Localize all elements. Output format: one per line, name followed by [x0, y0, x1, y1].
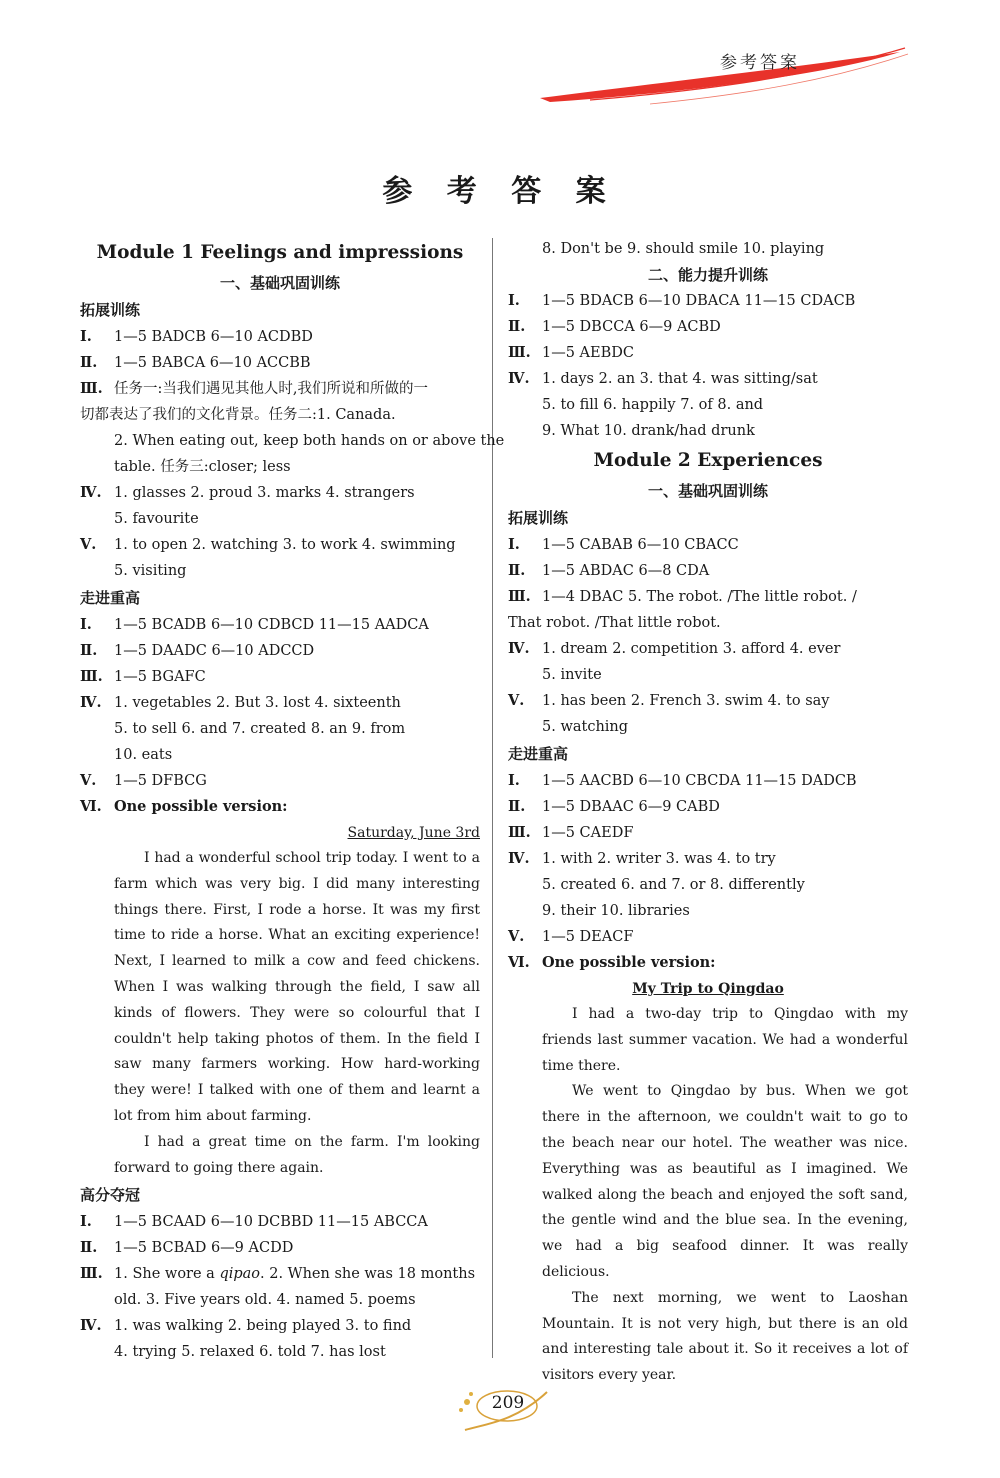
essay-paragraph: The next morning, we went to Laoshan Mountain. It is not very high, but there is an old and interesting tale about it. So it receives a lot of visitors every year. — [542, 1289, 908, 1384]
answer-line: 5. visiting — [114, 563, 187, 579]
answer-line: Ⅴ. 1—5 DFBCG — [80, 772, 207, 789]
answer-line: That robot. /That little robot. — [508, 615, 721, 631]
answer-line: Ⅵ. One possible version: — [80, 798, 288, 815]
answer-line: Ⅳ. 1. was walking 2. being played 3. to find — [80, 1317, 412, 1335]
essay-paragraph: I had a great time on the farm. I'm looking forward to going there again. — [114, 1133, 480, 1176]
answer-line: Ⅳ. 1. glasses 2. proud 3. marks 4. strangers — [80, 484, 415, 501]
section-heading: 走进重高 — [508, 745, 569, 763]
right-column — [508, 236, 908, 1389]
answer-line: 切都表达了我们的文化背景。任务二:1. Canada. — [80, 407, 396, 423]
left-column — [80, 236, 505, 1365]
answer-line: 4. trying 5. relaxed 6. told 7. has lost — [114, 1344, 386, 1361]
answer-line: Ⅲ. 1. She wore a qipao. 2. When she was 18 months — [80, 1265, 476, 1283]
subsection-title: 一、基础巩固训练 — [647, 482, 768, 500]
answer-line: 8. Don't be 9. should smile 10. playing — [542, 241, 825, 257]
answer-line: Ⅰ. 1—5 BCADB 6—10 CDBCD 11—15 AADCA — [80, 616, 429, 633]
answer-line: old. 3. Five years old. 4. named 5. poems — [114, 1292, 416, 1309]
module-2-title: Module 2 Experiences — [593, 450, 823, 471]
answer-line: Ⅴ. 1. to open 2. watching 3. to work 4. swimming — [80, 536, 456, 553]
answer-line: 9. What 10. drank/had drunk — [542, 423, 755, 439]
page-title: 参 考 答 案 — [382, 174, 618, 209]
answer-line: Ⅰ. 1—5 BADCB 6—10 ACDBD — [80, 328, 313, 345]
answer-line: 5. favourite — [114, 511, 199, 527]
answer-line: Ⅰ. 1—5 AACBD 6—10 CBCDA 11—15 DADCB — [508, 772, 857, 789]
answer-line: Ⅰ. 1—5 BDACB 6—10 DBACA 11—15 CDACB — [508, 292, 856, 309]
essay-paragraph: We went to Qingdao by bus. When we got there in the afternoon, we couldn't wait to go to the beach near our hotel. The weather was nice. Everything was as beautiful as I imagined. We walked along the beach and enjoyed the soft sand, the gentle wind and the blue sea. In the evening, we had a big seafood dinner. It was really delicious. — [542, 1083, 908, 1280]
answer-line: 5. to sell 6. and 7. created 8. an 9. from — [114, 721, 406, 737]
answer-line: Ⅲ. 1—4 DBAC 5. The robot. /The little robot. / — [508, 588, 857, 605]
answer-line: Ⅰ. 1—5 BCAAD 6—10 DCBBD 11—15 ABCCA — [80, 1213, 428, 1231]
answer-line: 10. eats — [114, 747, 173, 763]
essay-paragraph: I had a wonderful school trip today. I went to a farm which was very big. I did many interesting things there. First, I rode a horse. It was my first time to ride a horse. What an exciting experience! Next, I learned to milk a cow and feed chickens. When I was walking through the field, I saw all kinds of flowers. They were so colourful that I couldn't help taking photos of them. In the field I saw many farmers working. How hard-working they were! I talked with one of them and learnt a lot from him about farming. — [114, 850, 480, 1124]
answer-line: Ⅳ. 1. with 2. writer 3. was 4. to try — [508, 850, 776, 867]
essay-date: Saturday, June 3rd — [347, 825, 480, 841]
answer-line: Ⅳ. 1. days 2. an 3. that 4. was sitting/sat — [508, 370, 818, 387]
answer-line: table. 任务三:closer; less — [114, 459, 291, 475]
answer-line: 5. invite — [542, 667, 602, 683]
column-divider — [492, 238, 493, 1358]
answer-line: 5. to fill 6. happily 7. of 8. and — [542, 397, 764, 413]
answer-line: Ⅴ. 1. has been 2. French 3. swim 4. to say — [508, 692, 830, 709]
header-label: 参考答案 — [720, 53, 800, 73]
answer-line: Ⅲ. 1—5 CAEDF — [508, 824, 634, 841]
section-heading: 拓展训练 — [508, 509, 569, 527]
answer-line: 5. watching — [542, 719, 629, 735]
answer-line: 5. created 6. and 7. or 8. differently — [542, 877, 805, 893]
subsection-title: 一、基础巩固训练 — [219, 274, 340, 292]
section-heading: 拓展训练 — [80, 301, 141, 319]
section-heading: 高分夺冠 — [80, 1186, 141, 1205]
answer-line: Ⅱ. 1—5 ABDAC 6—8 CDA — [508, 562, 710, 579]
answer-line: Ⅱ. 1—5 BCBAD 6—9 ACDD — [80, 1239, 294, 1257]
answer-line: Ⅲ. 任务一:当我们遇见其他人时,我们所说和所做的一 — [80, 380, 428, 397]
answer-line: Ⅲ. 1—5 BGAFC — [80, 668, 206, 685]
essay-paragraph: I had a two-day trip to Qingdao with my friends last summer vacation. We had a wonderful time there. — [542, 1006, 908, 1074]
answer-line: Ⅴ. 1—5 DEACF — [508, 928, 634, 945]
page-number: 209 — [491, 1393, 525, 1413]
answer-line: Ⅳ. 1. vegetables 2. But 3. lost 4. sixteenth — [80, 694, 401, 711]
module-1-title: Module 1 Feelings and impressions — [96, 242, 464, 263]
essay-title: My Trip to Qingdao — [632, 981, 784, 997]
subsection-title: 二、能力提升训练 — [647, 266, 768, 284]
answer-line: Ⅱ. 1—5 DAADC 6—10 ADCCD — [80, 642, 315, 659]
answer-line: Ⅱ. 1—5 DBAAC 6—9 CABD — [508, 798, 720, 815]
answer-line: Ⅲ. 1—5 AEBDC — [508, 344, 634, 361]
answer-line: Ⅱ. 1—5 DBCCA 6—9 ACBD — [508, 318, 721, 335]
answer-line: 9. their 10. libraries — [542, 903, 690, 919]
section-heading: 走进重高 — [80, 589, 141, 607]
answer-line: Ⅵ. One possible version: — [508, 954, 716, 971]
answer-line: Ⅰ. 1—5 CABAB 6—10 CBACC — [508, 536, 739, 553]
answer-line: Ⅳ. 1. dream 2. competition 3. afford 4. ever — [508, 640, 841, 657]
answer-line: 2. When eating out, keep both hands on or above the — [114, 433, 505, 449]
answer-line: Ⅱ. 1—5 BABCA 6—10 ACCBB — [80, 354, 311, 371]
